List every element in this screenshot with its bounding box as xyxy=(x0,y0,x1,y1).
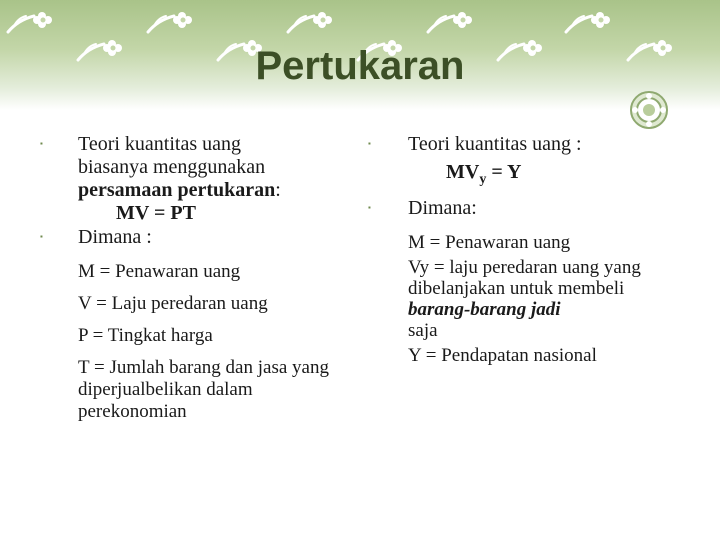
right-equation xyxy=(408,161,678,191)
vy-end-text: saja xyxy=(408,320,438,341)
left-bullet-where xyxy=(40,226,340,249)
bullet-marker: ▪ xyxy=(368,203,371,212)
list-item xyxy=(408,257,678,341)
right-definitions xyxy=(368,232,678,366)
left-bullet-theory xyxy=(40,133,340,225)
left-theory-line2: biasanya menggunakan xyxy=(78,156,266,178)
left-theory-line1: Teori kuantitas uang xyxy=(78,133,241,155)
list-item: T = Jumlah barang dan jasa yang diperjualbelikan dalam perekonomian xyxy=(78,357,329,422)
list-item: V = Laju peredaran uang xyxy=(78,293,268,314)
right-theory-text: Teori kuantitas uang : xyxy=(408,133,582,155)
left-theory-bold: persamaan pertukaran xyxy=(78,179,276,201)
right-equation-prefix: MV xyxy=(446,161,480,183)
vy-bold-text: barang-barang jadi xyxy=(408,299,561,320)
right-bullet-where xyxy=(368,197,678,220)
bullet-marker: ▪ xyxy=(40,139,43,148)
page-title: Pertukaran xyxy=(255,44,465,88)
left-theory-colon: : xyxy=(275,179,281,201)
right-equation-suffix: = Y xyxy=(486,161,522,183)
left-equation: MV = PT xyxy=(116,202,196,224)
bullet-marker: ▪ xyxy=(40,232,43,241)
list-item: Y = Pendapatan nasional xyxy=(408,345,597,366)
right-bullet-theory xyxy=(368,133,678,191)
list-item: M = Penawaran uang xyxy=(408,232,571,253)
bullet-marker: ▪ xyxy=(368,139,371,148)
right-equation-subscript: y xyxy=(479,172,487,187)
right-column xyxy=(368,133,678,370)
left-definitions xyxy=(40,261,340,423)
list-item: M = Penawaran uang xyxy=(78,261,241,282)
ornament-emblem-icon xyxy=(629,90,669,130)
left-column xyxy=(40,133,340,423)
list-item: P = Tingkat harga xyxy=(78,325,213,346)
vy-text: Vy = laju peredaran uang yang dibelanjakan untuk membeli xyxy=(408,257,641,299)
left-where-label: Dimana : xyxy=(78,226,152,248)
right-where-label: Dimana: xyxy=(408,197,477,219)
